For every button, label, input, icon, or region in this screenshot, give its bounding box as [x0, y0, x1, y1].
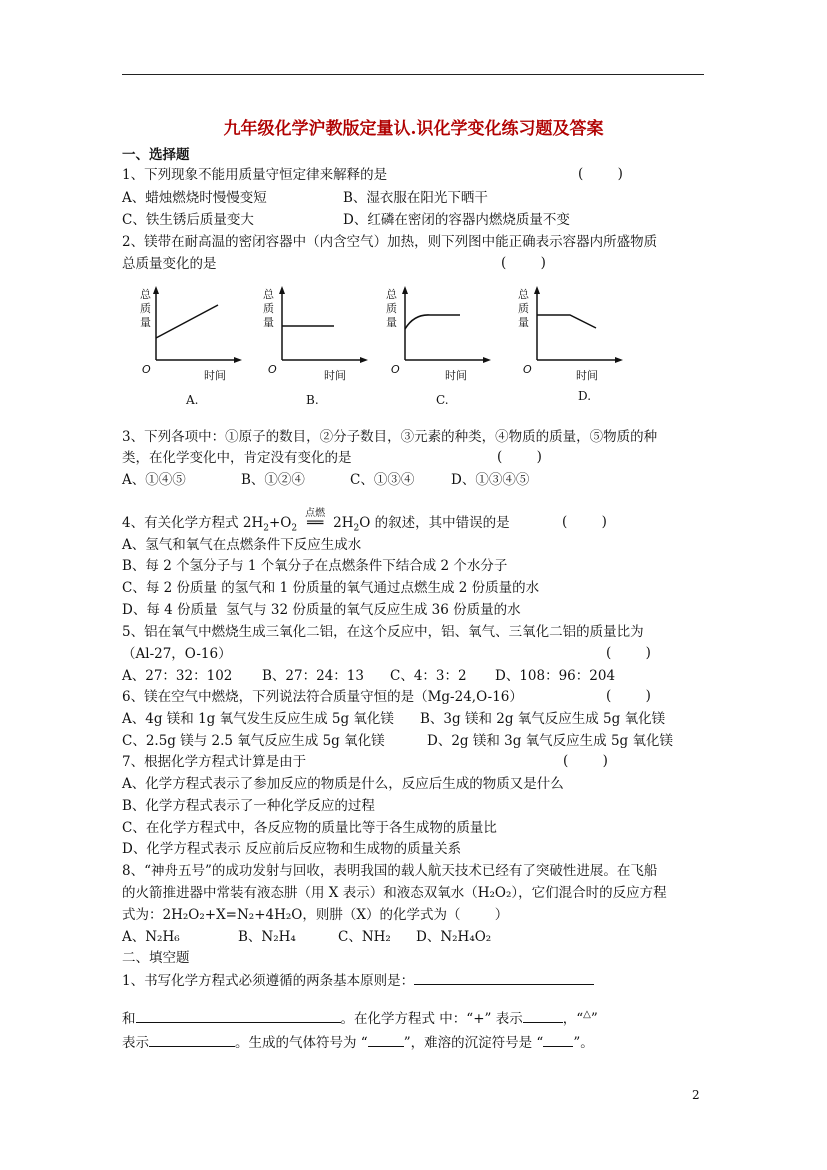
fill-line3-label: 表示 [122, 1035, 149, 1051]
graph-d-curve [537, 315, 596, 328]
q6-option-b: B、3g 镁和 2g 氧气反应生成 5g 氧化镁 [420, 711, 666, 727]
q1-option-d: D、红磷在密闭的容器内燃烧质量不变 [343, 212, 570, 228]
q8-option-c: C、NH₂ [338, 929, 391, 945]
q4-stem: 4、有关化学方程式 $2H_2+O_2$ 点燃 ══ $2H_2O$ 的叙述，其中错误的是 [122, 514, 510, 538]
graph-d-letter: D. [578, 389, 592, 403]
q5-line1: 5、铝在氧气中燃烧生成三氧化二铝，在这个反应中，铝、氧气、三氧化二铝的质量比为 [122, 624, 644, 640]
graph-a-ylabel-3: 量 [140, 316, 151, 329]
graph-a-ylabel-1: 总 [140, 288, 151, 301]
graph-c-xlabel: 时间 [445, 369, 467, 382]
q7-answer-paren: ( ) [563, 753, 608, 769]
q3-option-a: A、①④⑤ [122, 472, 186, 488]
q7-option-b: B、化学方程式表示了一种化学反应的过程 [122, 798, 375, 814]
fill-blank-plus-meaning[interactable] [523, 1009, 563, 1023]
q3-option-d: D、①③④⑤ [451, 472, 530, 488]
graph-d [518, 286, 623, 403]
q4-option-a: A、氢气和氧气在点燃条件下反应生成水 [122, 537, 362, 553]
q8-line3: 式为：2H₂O₂+X=N₂+4H₂O，则肼（X）的化学式为（ ） [122, 907, 509, 923]
delta-symbol: △ [583, 1009, 591, 1020]
q4-reaction-arrow: 点燃 ══ [297, 514, 333, 532]
q7-stem: 7、根据化学方程式计算是由于 [122, 754, 307, 770]
graph-a-origin: O [142, 363, 151, 376]
fill-line3 [122, 1033, 594, 1052]
q5-option-a: A、27：32：102 [122, 668, 233, 684]
q7-option-c: C、在化学方程式中，各反应物的质量比等于各生成物的质量比 [122, 820, 497, 836]
q4-option-b: B、每 2 个氢分子与 1 个氧分子在点燃条件下结合成 2 个水分子 [122, 558, 508, 574]
graph-b [263, 286, 368, 407]
fill-line2 [122, 1006, 598, 1028]
graph-d-ylabel-2: 质 [518, 302, 529, 315]
page-number: 2 [692, 1088, 700, 1102]
graph-d-ylabel-3: 量 [518, 316, 529, 329]
graph-c-letter: C. [436, 393, 449, 407]
q6-stem: 6、镁在空气中燃烧，下列说法符合质量守恒的是（Mg-24,O-16） [122, 689, 523, 705]
graph-b-xlabel: 时间 [324, 369, 346, 382]
graph-c-ylabel-3: 量 [386, 316, 397, 329]
fill-line2-quote-open: ，“ [562, 1011, 584, 1027]
q6-option-a: A、4g 镁和 1g 氧气发生反应生成 5g 氧化镁 [122, 711, 394, 727]
graph-b-letter: B. [306, 393, 319, 407]
q3-line2: 类，在化学变化中，肯定没有变化的是 [122, 450, 352, 466]
q6-option-d: D、2g 镁和 3g 氧气反应生成 5g 氧化镁 [427, 733, 673, 749]
q1-option-b: B、湿衣服在阳光下晒干 [343, 190, 488, 206]
graph-b-ylabel-1: 总 [263, 288, 274, 301]
mass-time-graphs [118, 282, 718, 407]
q2-line2: 总质量变化的是 [122, 256, 217, 272]
q2-line1: 2、镁带在耐高温的密闭容器中（内含空气）加热，则下列图中能正确表示容器内所盛物质 [122, 234, 658, 250]
q1-option-a: A、蜡烛燃烧时慢慢变短 [122, 190, 267, 206]
fill-line2-and: 和 [122, 1011, 136, 1027]
graph-b-ylabel-3: 量 [263, 316, 274, 329]
q4-product: 2H [333, 515, 354, 531]
q4-stem-end: O 的叙述，其中错误的是 [359, 515, 510, 531]
fill-line3-precipitate: ”，难溶的沉淀符号是 “ [403, 1035, 544, 1051]
fill-blank-delta-meaning[interactable] [149, 1033, 235, 1047]
graph-b-ylabel-2: 质 [263, 302, 274, 315]
q8-option-b: B、N₂H₄ [238, 929, 296, 945]
q4-plus-o: +O [268, 515, 292, 531]
q5-line2: （Al-27，O-16） [122, 646, 232, 662]
graph-d-ylabel-1: 总 [518, 288, 529, 301]
fill-line3-end: ”。 [573, 1035, 594, 1051]
q4-option-d: D、每 4 份质量 氢气与 32 份质量的氧气反应生成 36 份质量的水 [122, 602, 521, 618]
graph-c [386, 286, 491, 407]
q8-option-a: A、N₂H₆ [122, 929, 180, 945]
graph-b-origin: O [268, 363, 277, 376]
header-rule [122, 74, 704, 75]
q5-option-d: D、108：96：204 [495, 668, 616, 684]
q3-option-c: C、①③④ [350, 472, 415, 488]
graph-a-letter: A. [186, 393, 199, 407]
q1-option-c: C、铁生锈后质量变大 [122, 212, 254, 228]
graph-a-xlabel: 时间 [204, 369, 226, 382]
q7-option-d: D、化学方程式表示 反应前后反应物和生成物的质量关系 [122, 841, 462, 857]
graph-c-ylabel-1: 总 [386, 288, 397, 301]
q4-stem-start: 4、有关化学方程式 2H [122, 515, 264, 531]
q2-answer-paren: ( ) [501, 255, 546, 271]
q3-answer-paren: ( ) [497, 449, 542, 465]
section-heading-choice: 一、选择题 [122, 147, 190, 163]
q1-stem: 1、下列现象不能用质量守恒定律来解释的是 [122, 167, 388, 183]
fill-line1-text: 1、书写化学方程式必须遵循的两条基本原则是： [122, 973, 415, 989]
fill-line3-gas: 。生成的气体符号为 “ [235, 1035, 368, 1051]
q3-line1: 3、下列各项中：①原子的数目，②分子数目，③元素的种类，④物质的质量，⑤物质的种 [122, 429, 658, 445]
fill-line1 [122, 971, 594, 990]
graph-a-curve [156, 305, 218, 338]
q3-option-b: B、①②④ [241, 472, 305, 488]
fill-line2-text: 。在化学方程式 中：“+” 表示 [340, 1011, 523, 1027]
q8-option-d: D、N₂H₄O₂ [416, 929, 492, 945]
q1-answer-paren: ( ) [578, 166, 623, 182]
graph-c-ylabel-2: 质 [386, 302, 397, 315]
graph-d-origin: O [523, 363, 532, 376]
page-title: 九年级化学沪教版定量认.识化学变化练习题及答案 [223, 119, 604, 139]
q8-line1: 8、“神舟五号”的成功发射与回收，表明我国的载人航天技术已经有了突破性进展。在飞船 [122, 863, 658, 879]
q4-option-c: C、每 2 份质量 的氢气和 1 份质量的氧气通过点燃生成 2 份质量的水 [122, 580, 540, 596]
q4-condition: 点燃 [305, 508, 326, 519]
graph-c-origin: O [391, 363, 400, 376]
graph-d-xlabel: 时间 [576, 369, 598, 382]
graph-a [140, 286, 242, 407]
q5-answer-paren: ( ) [606, 645, 651, 661]
fill-blank-gas-symbol[interactable] [368, 1033, 404, 1047]
fill-blank-principle-1[interactable] [414, 971, 594, 985]
q6-answer-paren: ( ) [606, 688, 651, 704]
q6-option-c: C、2.5g 镁与 2.5 氧气反应生成 5g 氧化镁 [122, 733, 385, 749]
fill-blank-precipitate-symbol[interactable] [543, 1033, 573, 1047]
fill-blank-principle-2[interactable] [136, 1009, 341, 1023]
q7-option-a: A、化学方程式表示了参加反应的物质是什么，反应后生成的物质又是什么 [122, 776, 564, 792]
q5-option-b: B、27：24：13 [262, 668, 364, 684]
graph-a-ylabel-2: 质 [140, 302, 151, 315]
section-heading-fill: 二、填空题 [122, 950, 190, 966]
q4-answer-paren: ( ) [562, 514, 607, 530]
graph-c-curve [405, 315, 460, 329]
q5-option-c: C、4：3：2 [390, 668, 467, 684]
q8-line2: 的火箭推进器中常装有液态肼（用 X 表示）和液态双氧水（H₂O₂），它们混合时的反应方程 [122, 885, 667, 901]
fill-line2-quote-close: ” [590, 1011, 598, 1027]
